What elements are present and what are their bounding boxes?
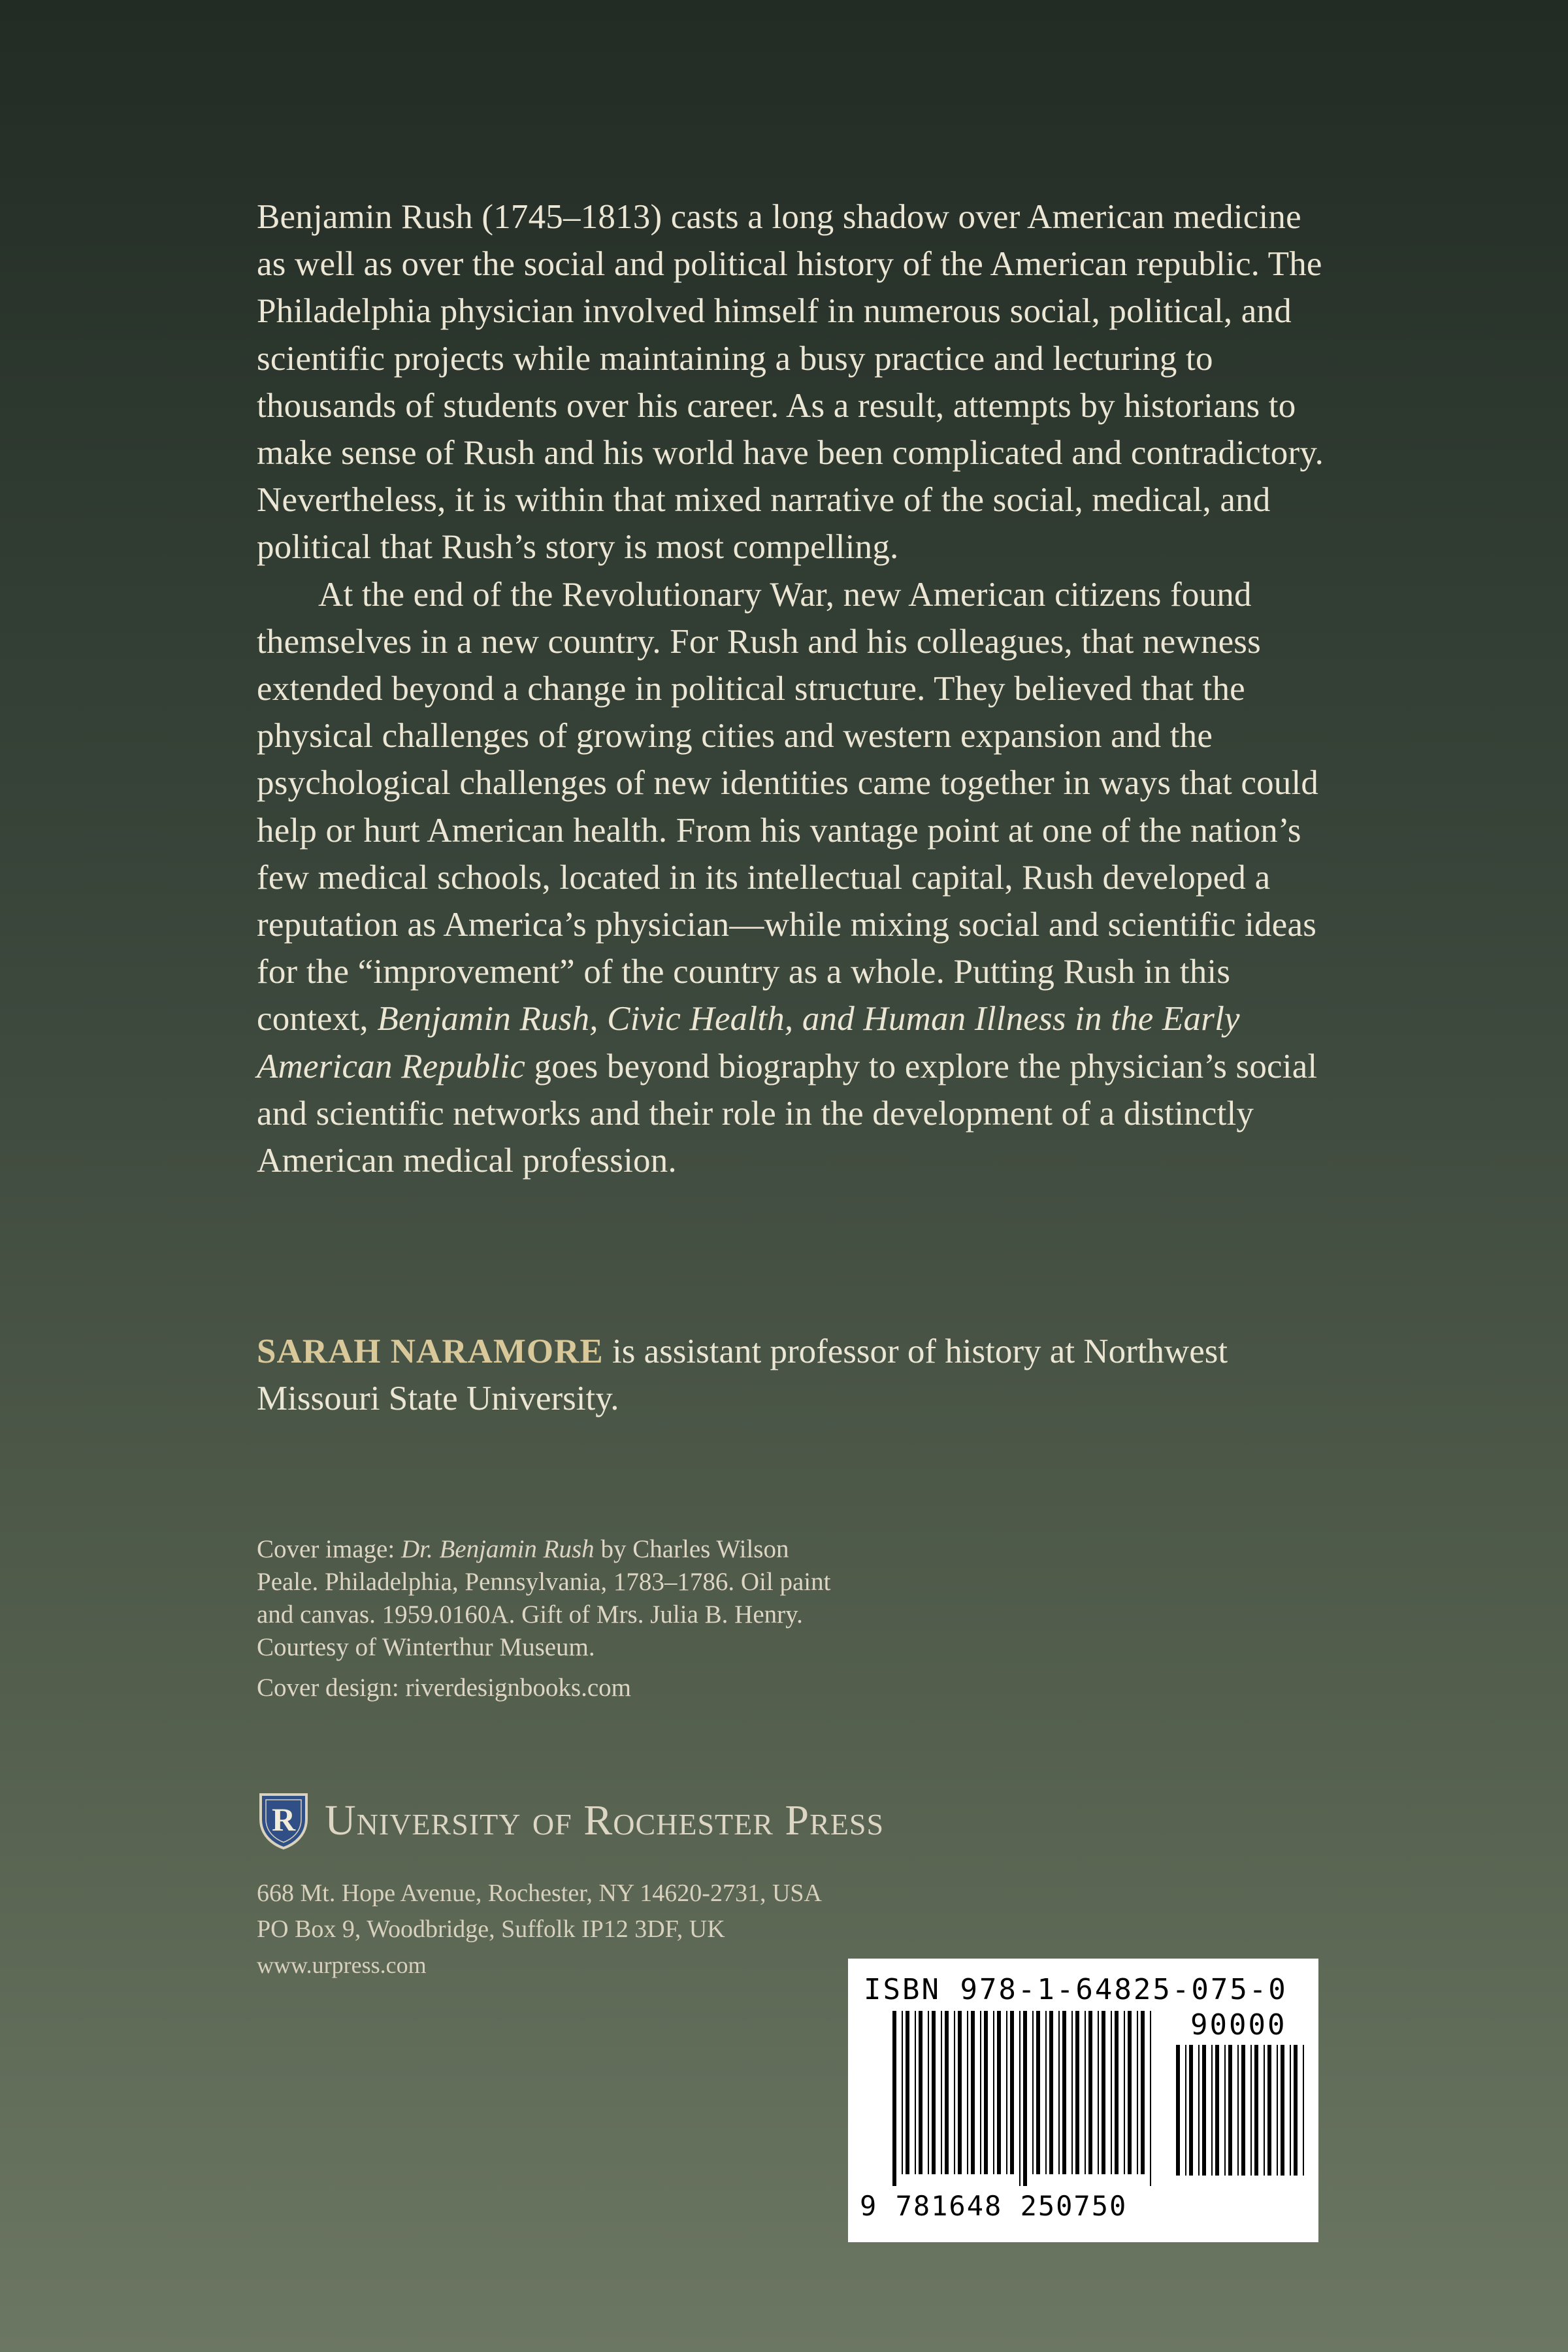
barcode-bar: [1267, 2045, 1271, 2176]
barcode-main-bars: [892, 2011, 1154, 2187]
barcode-bar: [1228, 2045, 1232, 2176]
barcode-bar: [902, 2011, 903, 2174]
barcode-bar: [1023, 2011, 1027, 2186]
barcode-bar: [993, 2011, 994, 2174]
barcode-bar: [1241, 2045, 1245, 2176]
barcode-bar: [1150, 2011, 1151, 2186]
publisher-url: www.urpress.com: [257, 1952, 427, 1978]
barcode-bar: [1202, 2045, 1206, 2176]
barcode-bar: [1185, 2045, 1186, 2176]
barcode-bar: [915, 2011, 916, 2174]
barcode-bar: [906, 2011, 909, 2174]
isbn-text: ISBN 978-1-64825-075-0: [864, 1973, 1288, 2006]
barcode-bar: [1075, 2011, 1079, 2174]
barcode-bar: [1032, 2011, 1034, 2174]
barcode-bar: [971, 2011, 975, 2174]
barcode-bar: [954, 2011, 955, 2174]
barcode-bar: [1254, 2045, 1258, 2176]
barcode-bar: [997, 2011, 1001, 2174]
barcode-bar: [1085, 2011, 1086, 2174]
barcode-bar: [1111, 2011, 1112, 2174]
author-bio-text: is assistant professor of history at Northwest Missouri State University.: [257, 1333, 1228, 1418]
barcode-bar: [1176, 2045, 1180, 2176]
address-line-2: PO Box 9, Woodbridge, Suffolk IP12 3DF, UK: [257, 1915, 725, 1943]
barcode-bar: [941, 2011, 942, 2174]
barcode-bar: [1006, 2011, 1007, 2174]
barcode-bar: [1124, 2011, 1125, 2174]
barcode-bar: [1049, 2011, 1053, 2174]
barcode-bar: [1141, 2011, 1145, 2174]
barcode-bar: [1071, 2011, 1073, 2174]
shield-icon: [257, 1791, 310, 1851]
blurb-paragraph-2-start: At the end of the Revolutionary War, new American citizens found themselves in a new country. For Rush and his colleagues, that newness extended beyond a change in political structure. They believed that the physical challenges of growing cities and western expansion and the psychological challenges of new identities came together in ways that could help or hurt American health. From his vantage point at one of the nation’s few medical schools, located in its intellectual capital, Rush developed a reputation as America’s physician—while mixing social and scientific ideas for the “improvement” of the country as a whole. Putting Rush in this context,: [257, 575, 1319, 1038]
barcode-bar: [1237, 2045, 1239, 2176]
barcode-bar: [1102, 2011, 1105, 2174]
barcode-bar: [1198, 2045, 1200, 2176]
barcode-bar: [1264, 2045, 1265, 2176]
blurb-paragraph-2: [257, 571, 1335, 1185]
barcode-bar: [967, 2011, 968, 2174]
barcode-label: [848, 1959, 1318, 2242]
barcode-bar: [1098, 2011, 1099, 2174]
cover-image-credit-details: by Charles Wilson Peale. Philadelphia, Pennsylvania, 1783–1786. Oil paint and canvas. 1959.0160A. Gift of Mrs. Julia B. Henry. Courtesy of Winterthur Museum.: [257, 1535, 831, 1661]
barcode-bar: [1224, 2045, 1226, 2176]
address-line-1: 668 Mt. Hope Avenue, Rochester, NY 14620-2731, USA: [257, 1880, 822, 1907]
publisher-name: University of Rochester Press: [325, 1797, 885, 1844]
author-name: SARAH NARAMORE: [257, 1333, 604, 1370]
cover-image-title: Dr. Benjamin Rush: [400, 1535, 595, 1563]
book-blurb: [257, 193, 1335, 1184]
blurb-paragraph-1: Benjamin Rush (1745–1813) casts a long shadow over American medicine as well as over the social and political history of the American republic. The Philadelphia physician involved himself in numerous social, political, and scientific projects while maintaining a busy practice and lecturing to thousands of students over his career. As a result, attempts by historians to make sense of Rush and his world have been complicated and contradictory. Nevertheless, it is within that mixed narrative of the social, medical, and political that Rush’s story is most compelling.: [257, 198, 1324, 567]
book-title: Benjamin Rush, Civic Health, and Human Illness in the Early American Republic: [257, 1000, 1240, 1085]
cover-design-credit: Cover design: riverdesignbooks.com: [257, 1674, 631, 1702]
barcode-bar: [984, 2011, 988, 2174]
barcode-bar: [919, 2011, 923, 2174]
cover-credits: [257, 1533, 845, 1704]
publisher-address: [257, 1876, 910, 1983]
barcode-bar: [945, 2011, 949, 2174]
barcode-bar: [1211, 2045, 1213, 2176]
barcode-bar: [980, 2011, 981, 2174]
price-code: 90000: [1190, 2008, 1287, 2042]
barcode-bar: [892, 2011, 896, 2186]
barcode-bar: [1281, 2045, 1284, 2176]
barcode-bar: [1294, 2045, 1298, 2176]
barcode-bar: [932, 2011, 936, 2174]
cover-image-credit: [257, 1533, 845, 1664]
barcode-digits: 9 781648 250750: [860, 2190, 1128, 2222]
barcode-bar: [1058, 2011, 1060, 2174]
barcode-bar: [1277, 2045, 1278, 2176]
shield-letter: R: [271, 1801, 296, 1838]
barcode-bar: [1019, 2011, 1021, 2186]
barcode-bar: [1250, 2045, 1252, 2176]
barcode-bar: [1290, 2045, 1291, 2176]
cover-image-credit-prefix: Cover image:: [257, 1535, 401, 1563]
publisher-logo-line: [257, 1791, 884, 1851]
barcode-bar: [1189, 2045, 1193, 2176]
blurb-paragraph-2-end: goes beyond biography to explore the physician’s social and scientific networks and their role in the development of a distinctly American medical profession.: [257, 1047, 1318, 1180]
barcode-bar: [1062, 2011, 1066, 2174]
barcode-bar: [1010, 2011, 1014, 2174]
author-bio: [257, 1328, 1335, 1422]
barcode-bar: [1036, 2011, 1040, 2174]
barcode-bar: [958, 2011, 962, 2174]
barcode-bar: [1045, 2011, 1047, 2174]
barcode-bar: [1115, 2011, 1119, 2174]
barcode-bar: [1303, 2045, 1304, 2176]
barcode-price-bars: [1176, 2045, 1307, 2189]
barcode-bar: [928, 2011, 929, 2174]
barcode-bar: [1137, 2011, 1138, 2174]
barcode-bar: [1088, 2011, 1092, 2174]
barcode-bar: [1215, 2045, 1219, 2176]
barcode-bar: [1128, 2011, 1132, 2174]
